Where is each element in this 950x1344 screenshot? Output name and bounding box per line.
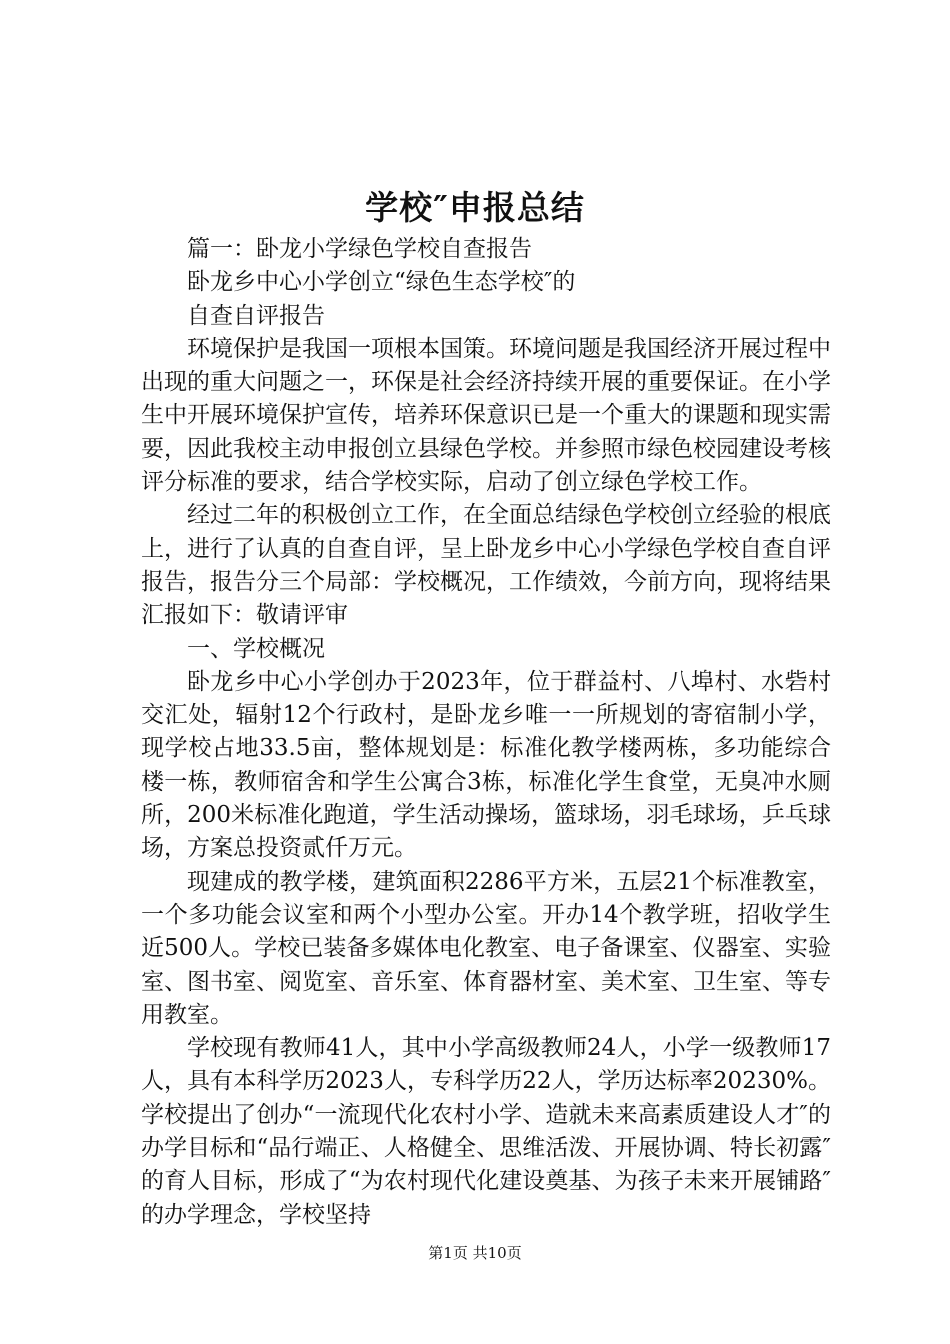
paragraph-summary: 经过二年的积极创立工作，在全面总结绿色学校创立经验的根底上，进行了认真的自查自评，呈上卧龙乡中心小学绿色学校自查自评报告，报告分三个局部：学校概况，工作绩效，今前方向，现将结果汇报如下：敬请评审 <box>141 502 831 629</box>
section-heading-school-overview: 一、学校概况 <box>187 635 325 662</box>
document-body <box>141 233 831 1232</box>
heading-report-title-line-2: 自查自评报告 <box>187 302 325 329</box>
paragraph-school-founding: 卧龙乡中心小学创办于2023年，位于群益村、八埠村、水砦村交汇处，辐射12个行政村，是卧龙乡唯一一所规划的寄宿制小学，现学校占地33.5亩，整体规划是：标准化教学楼两栋，多功能综合楼一栋，教师宿舍和学生公寓合3栋，标准化学生食堂，无臭冲水厕所，200米标准化跑道，学生活动操场，篮球场，羽毛球场，乒乓球场，方案总投资贰仟万元。 <box>141 668 831 862</box>
heading-report-title-line-1: 卧龙乡中心小学创立“绿色生态学校″的 <box>187 269 576 296</box>
paragraph-intro: 环境保护是我国一项根本国策。环境问题是我国经济开展过程中出现的重大问题之一，环保是社会经济持续开展的重要保证。在小学生中开展环境保护宣传，培养环保意识已是一个重大的课题和现实需要，因此我校主动申报创立县绿色学校。并参照市绿色校园建设考核评分标准的要求，结合学校实际，启动了创立绿色学校工作。 <box>141 335 831 496</box>
paragraph-teachers: 学校现有教师41人，其中小学高级教师24人，小学一级教师17人，具有本科学历2023人，专科学历22人，学历达标率20230%。学校提出了创办“一流现代化农村小学、造就未来高素质建设人才″的办学目标和“品行端正、人格健全、思维活泼、开展协调、特长初露″的育人目标，形成了“为农村现代化建设奠基、为孩子未来开展铺路″的办学理念，学校坚持 <box>141 1035 831 1228</box>
document-title: 学校″申报总结 <box>365 188 585 227</box>
paragraph-teaching-building: 现建成的教学楼，建筑面积2286平方米，五层21个标准教室，一个多功能会议室和两个小型办公室。开办14个教学班，招收学生近500人。学校已装备多媒体电化教室、电子备课室、仪器室、实验室、图书室、阅览室、音乐室、体育器材室、美术室、卫生室、等专用教室。 <box>141 868 831 1028</box>
heading-article-one: 篇一：卧龙小学绿色学校自查报告 <box>187 236 532 262</box>
page-footer: 第1页 共10页 <box>428 1244 522 1262</box>
